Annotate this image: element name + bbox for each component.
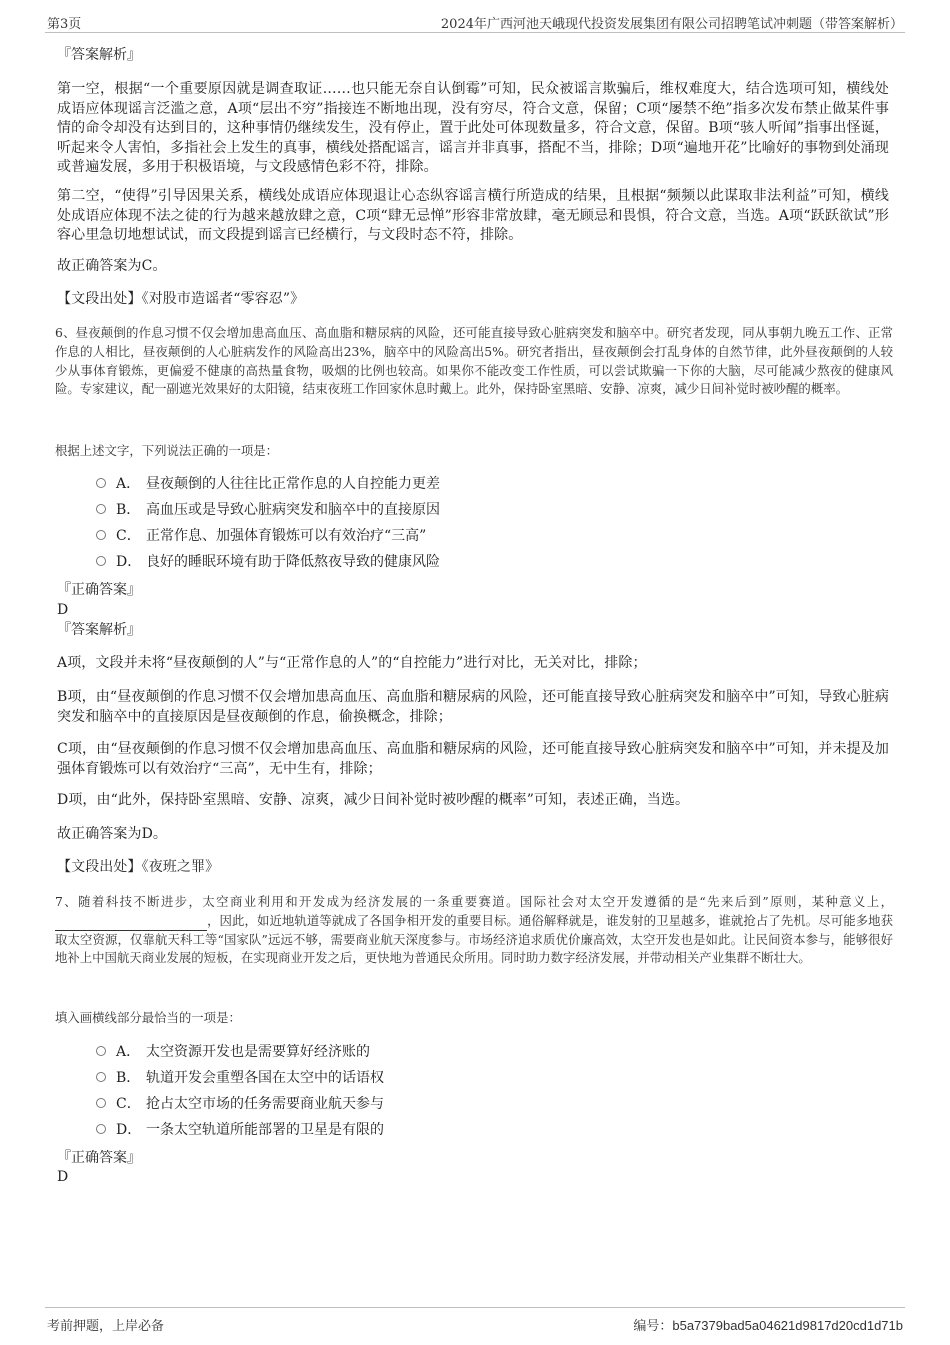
q7-option-c[interactable]: C． 抢占太空市场的任务需要商业航天参与	[96, 1094, 384, 1114]
q7-answer-label: 『正确答案』	[57, 1150, 141, 1166]
q6-analysis-c: C项，由“昼夜颠倒的作息习惯不仅会增加患高血压、高血脂和糖尿病的风险，还可能直接导致心脏病突发和脑卒中”可知，并未提及加强体育锻炼可以有效治疗“三高”，无中生有，排除；	[57, 741, 889, 777]
q5-source: 【文段出处】《对股市造谣者“零容忍”》	[57, 291, 305, 307]
document-code: 编号：b5a7379bad5a04621d9817d20cd1d71b	[633, 1318, 903, 1334]
q6-option-b[interactable]: B． 高血压或是导致心脏病突发和脑卒中的直接原因	[96, 500, 440, 520]
q5-analysis-para1: 第一空，根据“一个重要原因就是调查取证……也只能无奈自认倒霉”可知，民众被谣言欺骗后，维权难度大，结合选项可知，横线处成语应体现谣言泛滥之意，A项“层出不穷”指接连不断地出现，没有穷尽，符合文意，保留；C项“屡禁不绝”指多次发布禁止做某件事情的命令却没有达到目的，这种事情仍继续发生，没有停止，置于此处可体现数量多，符合文意，保留。B项“骇人听闻”指事出怪诞，听起来令人害怕，多指社会上发生的真事，横线处搭配谣言，谣言并非真事，搭配不当，排除；D项“遍地开花”比喻好的事物到处涌现或普遍发展，多用于积极语境，与文段感情色彩不符，排除。	[57, 81, 889, 175]
q6-source: 【文段出处】《夜班之罪》	[57, 859, 220, 875]
page-footer	[45, 1307, 905, 1334]
q6-prompt: 根据上述文字，下列说法正确的一项是：	[55, 443, 279, 458]
q6-analysis-label: 『答案解析』	[57, 622, 141, 638]
q7-stem: 7、随着科技不断进步，太空商业利用和开发成为经济发展的一条重要赛道。国际社会对太空开发遵循的是“先来后到”原则，某种意义上，，因此，如近地轨道等就成了各国争相开发的重要目标。通俗解释就是，谁发射的卫星越多，谁就抢占了先机。尽可能多地获取太空资源，仅靠航天科工等“国家队”远远不够，需要商业航天深度参与。市场经济追求质优价廉高效，太空开发也是如此。让民间资本参与，能够很好地补上中国航天商业发展的短板，在实现商业开发之后，更快地为普通民众所用。同时助力数字经济发展，并带动相关产业集群不断壮大。	[55, 894, 893, 966]
radio-icon[interactable]	[96, 530, 106, 540]
radio-icon[interactable]	[96, 1098, 106, 1108]
q6-answer-label: 『正确答案』	[57, 582, 141, 598]
q6-conclusion: 故正确答案为D。	[57, 826, 168, 842]
radio-icon[interactable]	[96, 504, 106, 514]
q5-conclusion: 故正确答案为C。	[57, 258, 167, 274]
page-number: 第3页	[47, 17, 82, 32]
radio-icon[interactable]	[96, 1124, 106, 1134]
fill-blank	[55, 917, 207, 931]
q7-option-b[interactable]: B． 轨道开发会重塑各国在太空中的话语权	[96, 1068, 384, 1088]
radio-icon[interactable]	[96, 1072, 106, 1082]
radio-icon[interactable]	[96, 1046, 106, 1056]
q7-option-a[interactable]: A． 太空资源开发也是需要算好经济账的	[96, 1042, 370, 1062]
q6-analysis-b: B项，由“昼夜颠倒的作息习惯不仅会增加患高血压、高血脂和糖尿病的风险，还可能直接导致心脏病突发和脑卒中”可知，导致心脏病突发和脑卒中的直接原因是昼夜颠倒的作息，偷换概念，排除；	[57, 689, 889, 725]
q6-option-a[interactable]: A． 昼夜颠倒的人往往比正常作息的人自控能力更差	[96, 474, 440, 494]
radio-icon[interactable]	[96, 478, 106, 488]
q7-answer: D	[57, 1169, 69, 1185]
radio-icon[interactable]	[96, 556, 106, 566]
document-title: 2024年广西河池天峨现代投资发展集团有限公司招聘笔试冲刺题（带答案解析）	[440, 17, 903, 32]
q6-option-c[interactable]: C． 正常作息、加强体育锻炼可以有效治疗“三高”	[96, 526, 426, 546]
q6-answer: D	[57, 602, 69, 618]
q6-stem: 6、昼夜颠倒的作息习惯不仅会增加患高血压、高血脂和糖尿病的风险，还可能直接导致心脏病突发和脑卒中。研究者发现，同从事朝九晚五工作、正常作息的人相比，昼夜颠倒的人心脏病发作的风险高出23%，脑卒中的风险高出5%。研究者指出，昼夜颠倒会打乱身体的自然节律，此外昼夜颠倒的人较少从事体育锻炼，更偏爱不健康的高热量食物，吸烟的比例也较高。如果你不能改变工作性质，可以尝试欺骗一下你的大脑，尽可能减少熬夜的健康风险。专家建议，配一副遮光效果好的太阳镜，结束夜班工作回家休息时戴上。此外，保持卧室黑暗、安静、凉爽，减少日间补觉时被吵醒的概率。	[55, 325, 893, 397]
q6-analysis-d: D项，由“此外，保持卧室黑暗、安静、凉爽，减少日间补觉时被吵醒的概率”可知，表述正确，当选。	[57, 792, 690, 808]
q5-analysis-para2: 第二空，“使得”引导因果关系，横线处成语应体现退让心态纵容谣言横行所造成的结果，且根据“频频以此谋取非法利益”可知，横线处成语应体现不法之徒的行为越来越放肆之意，C项“肆无忌惮”形容非常放肆，毫无顾忌和畏惧，符合文意，当选。A项“跃跃欲试”形容心里急切地想试试，而文段提到谣言已经横行，与文段时态不符，排除。	[57, 188, 889, 243]
q7-prompt: 填入画横线部分最恰当的一项是：	[55, 1010, 241, 1025]
q6-option-d[interactable]: D． 良好的睡眠环境有助于降低熬夜导致的健康风险	[96, 552, 440, 572]
page-header	[45, 10, 905, 33]
q5-analysis-label: 『答案解析』	[57, 47, 141, 63]
footer-slogan: 考前押题，上岸必备	[47, 1319, 165, 1334]
q6-analysis-a: A项，文段并未将“昼夜颠倒的人”与“正常作息的人”的“自控能力”进行对比，无关对比，排除；	[57, 655, 647, 671]
q7-option-d[interactable]: D． 一条太空轨道所能部署的卫星是有限的	[96, 1120, 384, 1140]
